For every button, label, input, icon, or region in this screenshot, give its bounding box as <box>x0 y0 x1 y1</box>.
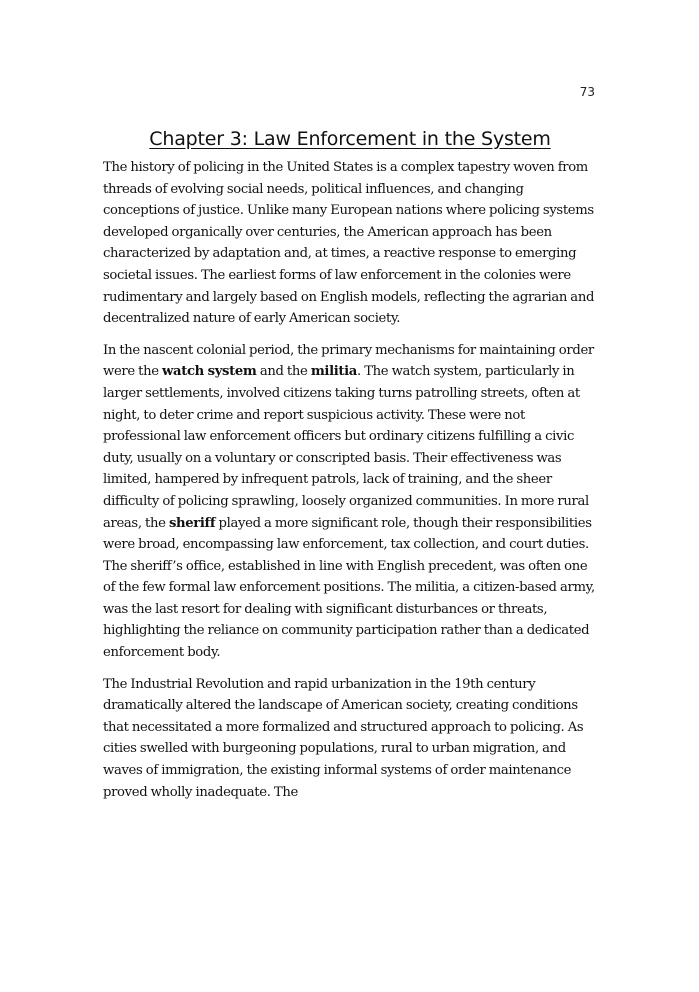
paragraph-2-text-2: and the <box>256 364 311 380</box>
chapter-title: Chapter 3: Law Enforcement in the System <box>149 128 551 150</box>
paragraph-2-text-1: In the nascent colonial period, the primary mechanisms for maintaining order were the <box>103 342 594 380</box>
paragraph-2 <box>103 340 597 664</box>
paragraph-1: The history of policing in the United States is a complex tapestry woven from threads of evolving social needs, political influences, and changing conceptions of justice. Unlike many European nations where policing systems developed organically over centuries, the American approach has been characterized by adaptation and, at times, a reactive response to emerging societal issues. The earliest forms of law enforcement in the colonies were rudimentary and largely based on English models, reflecting the agrarian and decentralized nature of early American society. <box>103 160 595 327</box>
term-watch-system: watch system <box>162 364 257 380</box>
page-number: 73 <box>579 85 595 99</box>
term-militia: militia <box>310 364 358 380</box>
term-sheriff: sheriff <box>168 515 216 531</box>
paragraph-3: The Industrial Revolution and rapid urbanization in the 19th century dramatically altered the landscape of American society, creating conditions that necessitated a more formalized and structured approach to policing. As cities swelled with burgeoning populations, rural to urban migration, and waves of immigration, the existing informal systems of order maintenance proved wholly inadequate. The <box>103 676 584 800</box>
paragraph-2-text-3: . The watch system, particularly in larger settlements, involved citizens taking turns patrolling streets, often at night, to deter crime and report suspicious activity. These were not professional law enforcement officers but ordinary citizens fulfilling a civic duty, usually on a voluntary or conscripted basis. Their effectiveness was limited, hampered by infrequent patrols, lack of training, and the sheer difficulty of policing sprawling, loosely organized communities. In more rural areas, the <box>103 364 589 531</box>
paragraph-2-text-4: played a more significant role, though their responsibilities were broad, encompassing law enforcement, tax collection, and court duties. The sheriff’s office, established in line with English precedent, was often one of the few formal law enforcement positions. The militia, a citizen-based army, was the last resort for dealing with significant disturbances or threats, highlighting the reliance on community participation rather than a dedicated enforcement body. <box>103 515 595 661</box>
chapter-body <box>103 157 597 813</box>
